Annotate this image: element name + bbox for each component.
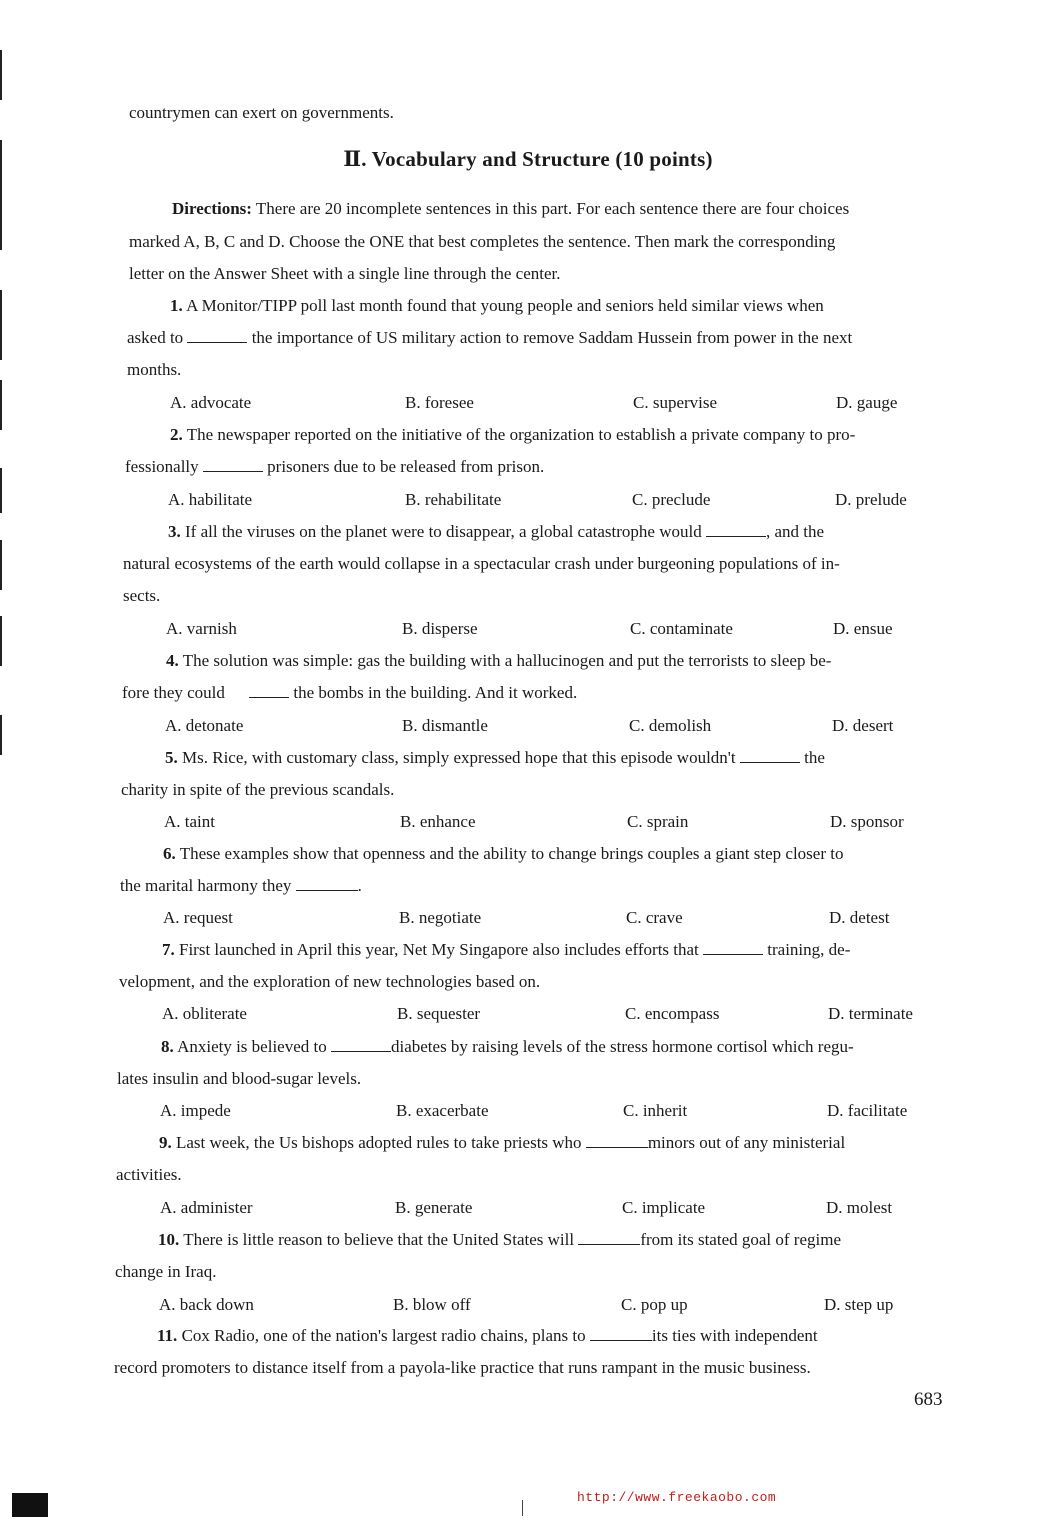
option-d: D. molest xyxy=(826,1198,893,1217)
question-number: 11. xyxy=(157,1326,178,1345)
answer-blank xyxy=(590,1326,652,1341)
option-a: A. impede xyxy=(160,1101,231,1120)
option-c: C. encompass xyxy=(625,1004,720,1023)
scan-edge-mark xyxy=(0,616,2,666)
question-11-line-1 xyxy=(157,1325,818,1347)
question-text: the importance of US military action to remove Saddam Hussein from power in the next xyxy=(251,328,853,347)
question-text: its ties with independent xyxy=(651,1326,818,1345)
option-b: B. foresee xyxy=(405,393,474,412)
question-3-line-1 xyxy=(168,521,824,543)
question-1-line-3: months. xyxy=(127,360,182,379)
question-text: prisoners due to be released from prison. xyxy=(267,457,545,476)
option-d: D. terminate xyxy=(828,1004,913,1023)
footer-url[interactable]: http://www.freekaobo.com xyxy=(577,1490,777,1505)
option-b: B. blow off xyxy=(393,1295,471,1314)
question-number: 6. xyxy=(163,844,176,863)
option-a: A. administer xyxy=(160,1198,253,1217)
question-text: . xyxy=(357,876,362,895)
option-b: B. sequester xyxy=(397,1004,481,1023)
question-1-line-1 xyxy=(170,295,824,317)
question-text: the bombs in the building. And it worked. xyxy=(293,683,578,702)
question-4-line-2 xyxy=(122,682,577,704)
question-6-line-1 xyxy=(163,843,843,865)
scan-corner-block xyxy=(12,1493,48,1517)
question-number: 2. xyxy=(170,425,183,444)
question-text: Ms. Rice, with customary class, simply expressed hope that this episode wouldn't xyxy=(182,748,736,767)
option-b: B. disperse xyxy=(402,619,478,638)
question-number: 7. xyxy=(162,940,175,959)
option-b: B. dismantle xyxy=(402,716,488,735)
question-text: If all the viruses on the planet were to disappear, a global catastrophe would xyxy=(185,522,702,541)
question-10-line-1 xyxy=(158,1229,841,1251)
question-text: asked to xyxy=(127,328,184,347)
directions-line-2: marked A, B, C and D. Choose the ONE that best completes the sentence. Then mark the corresponding xyxy=(129,232,836,251)
question-7-line-2: velopment, and the exploration of new technologies based on. xyxy=(119,972,541,991)
question-text: , and the xyxy=(765,522,825,541)
option-c: C. inherit xyxy=(623,1101,688,1120)
question-1-line-2 xyxy=(127,327,852,349)
question-text: These examples show that openness and the ability to change brings couples a giant step closer to xyxy=(179,844,844,863)
question-7-line-1 xyxy=(162,939,850,961)
question-number: 9. xyxy=(159,1133,172,1152)
question-9-line-2: activities. xyxy=(116,1165,182,1184)
option-b: B. negotiate xyxy=(399,908,482,927)
question-2-line-1 xyxy=(170,424,855,446)
page-number: 683 xyxy=(914,1389,943,1410)
question-text: Cox Radio, one of the nation's largest radio chains, plans to xyxy=(181,1326,586,1345)
answer-blank xyxy=(331,1037,391,1052)
question-4-line-1 xyxy=(166,650,831,672)
scan-edge-mark xyxy=(0,715,2,755)
question-text: training, de- xyxy=(767,940,851,959)
answer-blank xyxy=(740,748,800,763)
question-text: fore they could xyxy=(122,683,225,702)
answer-blank xyxy=(578,1230,640,1245)
intro-fragment: countrymen can exert on governments. xyxy=(129,103,394,122)
question-text: The newspaper reported on the initiative of the organization to establish a private company to pro- xyxy=(186,425,856,444)
scan-edge-mark xyxy=(0,140,2,250)
option-c: C. pop up xyxy=(621,1295,688,1314)
section-title: Ⅱ. Vocabulary and Structure (10 points) xyxy=(343,147,713,171)
question-8-line-2: lates insulin and blood-sugar levels. xyxy=(117,1069,362,1088)
option-d: D. detest xyxy=(829,908,890,927)
option-a: A. advocate xyxy=(170,393,252,412)
question-text: The solution was simple: gas the building with a hallucinogen and put the terrorists to sleep be- xyxy=(182,651,832,670)
option-c: C. demolish xyxy=(629,716,712,735)
directions-text-1: There are 20 incomplete sentences in this part. For each sentence there are four choices xyxy=(255,199,850,218)
question-text: the xyxy=(804,748,825,767)
option-c: C. implicate xyxy=(622,1198,706,1217)
question-text: diabetes by raising levels of the stress hormone cortisol which regu- xyxy=(390,1037,854,1056)
option-a: A. request xyxy=(163,908,233,927)
answer-blank xyxy=(706,522,766,537)
directions-line-3: letter on the Answer Sheet with a single line through the center. xyxy=(129,264,561,283)
directions-line-1 xyxy=(172,198,849,220)
answer-blank xyxy=(703,940,763,955)
option-d: D. step up xyxy=(824,1295,894,1314)
question-5-line-2: charity in spite of the previous scandals. xyxy=(121,780,395,799)
question-6-line-2 xyxy=(120,875,362,897)
option-a: A. back down xyxy=(159,1295,254,1314)
question-2-line-2 xyxy=(125,456,544,478)
answer-blank xyxy=(203,457,263,472)
scan-edge-mark xyxy=(0,380,2,430)
question-9-line-1 xyxy=(159,1132,845,1154)
option-c: C. contaminate xyxy=(630,619,733,638)
option-b: B. rehabilitate xyxy=(405,490,502,509)
question-number: 4. xyxy=(166,651,179,670)
question-11-line-2: record promoters to distance itself from a payola-like practice that runs rampant in the music business. xyxy=(114,1358,811,1377)
option-a: A. varnish xyxy=(166,619,237,638)
option-a: A. obliterate xyxy=(162,1004,247,1023)
question-8-line-1 xyxy=(161,1036,854,1058)
question-number: 3. xyxy=(168,522,181,541)
option-a: A. detonate xyxy=(165,716,244,735)
question-text: A Monitor/TIPP poll last month found that young people and seniors held similar views when xyxy=(186,296,824,315)
question-text: Anxiety is believed to xyxy=(177,1037,327,1056)
question-text: minors out of any ministerial xyxy=(647,1133,846,1152)
question-text: There is little reason to believe that the United States will xyxy=(183,1230,575,1249)
answer-blank xyxy=(249,683,289,698)
question-number: 1. xyxy=(170,296,183,315)
option-c: C. sprain xyxy=(627,812,689,831)
question-3-line-2: natural ecosystems of the earth would collapse in a spectacular crash under burgeoning populations of in- xyxy=(123,554,840,573)
answer-blank xyxy=(586,1133,648,1148)
option-d: D. prelude xyxy=(835,490,907,509)
question-text: the marital harmony they xyxy=(120,876,292,895)
question-10-line-2: change in Iraq. xyxy=(115,1262,217,1281)
scan-mark xyxy=(522,1500,523,1516)
answer-blank xyxy=(296,876,358,891)
question-number: 10. xyxy=(158,1230,180,1249)
scan-edge-mark xyxy=(0,540,2,590)
question-number: 5. xyxy=(165,748,178,767)
answer-blank xyxy=(187,328,247,343)
question-text: Last week, the Us bishops adopted rules to take priests who xyxy=(176,1133,582,1152)
option-d: D. ensue xyxy=(833,619,893,638)
option-c: C. crave xyxy=(626,908,683,927)
question-3-line-3: sects. xyxy=(123,586,161,605)
option-a: A. habilitate xyxy=(168,490,253,509)
scan-edge-mark xyxy=(0,468,2,513)
question-5-line-1 xyxy=(165,747,825,769)
option-d: D. gauge xyxy=(836,393,898,412)
question-text: fessionally xyxy=(125,457,199,476)
option-d: D. facilitate xyxy=(827,1101,908,1120)
option-b: B. enhance xyxy=(400,812,476,831)
option-c: C. supervise xyxy=(633,393,718,412)
scan-edge-mark xyxy=(0,290,2,360)
directions-label: Directions: xyxy=(172,199,252,218)
question-number: 8. xyxy=(161,1037,174,1056)
option-b: B. exacerbate xyxy=(396,1101,489,1120)
question-text: First launched in April this year, Net My Singapore also includes efforts that xyxy=(179,940,699,959)
option-c: C. preclude xyxy=(632,490,711,509)
option-b: B. generate xyxy=(395,1198,473,1217)
scan-edge-mark xyxy=(0,50,2,100)
option-a: A. taint xyxy=(164,812,215,831)
option-d: D. sponsor xyxy=(830,812,904,831)
question-text: from its stated goal of regime xyxy=(640,1230,841,1249)
option-d: D. desert xyxy=(832,716,894,735)
